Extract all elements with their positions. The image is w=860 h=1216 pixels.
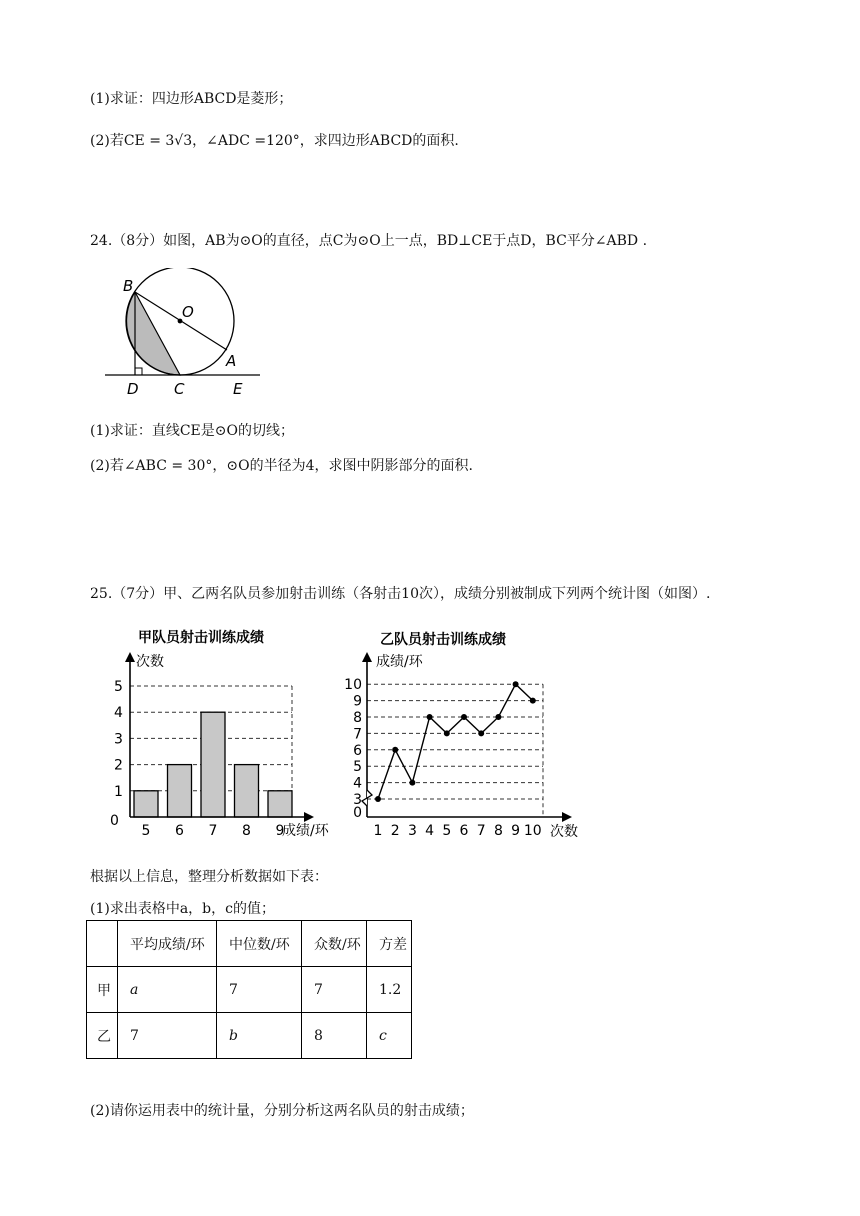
line-chart-x-arrow: [562, 812, 572, 822]
bar-chart-xtick-label: 7: [208, 823, 218, 839]
right-angle-mark: [135, 368, 142, 375]
line-chart-ytick-label: 0: [353, 805, 362, 821]
q25-after-charts: 根据以上信息，整理分析数据如下表：: [90, 869, 328, 885]
line-chart-point: [444, 730, 450, 736]
table-cell: 7: [118, 1013, 217, 1059]
q23-part2: (2)若CE = 3√3，∠ADC =120°，求四边形ABCD的面积.: [90, 133, 459, 149]
line-chart-xlabel: 次数: [550, 824, 578, 840]
bar-chart-ytick-label: 2: [114, 757, 123, 774]
q25-part2: (2)请你运用表中的统计量，分别分析这两名队员的射击成绩；: [90, 1103, 474, 1119]
line-chart-ytick-label: 4: [353, 775, 362, 792]
table-cell: b: [217, 1013, 302, 1059]
line-chart-ytick-label: 8: [353, 710, 362, 726]
bar-chart-xtick-label: 5: [141, 823, 151, 839]
table-cell: 7: [302, 967, 367, 1013]
table-row: [87, 967, 412, 1013]
line-chart-ylabel: 成绩/环: [376, 654, 423, 670]
table-header-row: [87, 921, 412, 967]
line-chart-xtick-label: 6: [459, 823, 469, 839]
line-chart-point: [495, 714, 501, 720]
line-chart-xtick-label: 3: [407, 823, 417, 839]
line-chart-xtick-label: 9: [511, 823, 521, 839]
bar-chart-ylabel: 次数: [136, 654, 164, 670]
q25-part1: (1)求出表格中a，b，c的值；: [90, 901, 275, 917]
line-chart-title: 乙队员射击训练成绩: [380, 632, 506, 648]
bar-chart-ytick-label: 4: [114, 705, 123, 722]
bar-chart-y-arrow: [125, 652, 135, 662]
bar: [235, 765, 259, 817]
line-chart-ytick-label: 10: [344, 677, 362, 694]
table-header-cell: 中位数/环: [217, 921, 302, 967]
table-header-cell: [87, 921, 118, 967]
bar-chart-ytick-label: 3: [114, 731, 123, 748]
line-chart-point: [530, 698, 536, 704]
line-chart-xtick-label: 8: [493, 823, 503, 839]
line-chart-point: [478, 730, 484, 736]
q23-part1: (1)求证：四边形ABCD是菱形；: [90, 91, 293, 107]
table-cell: c: [367, 1013, 412, 1059]
bar: [168, 765, 192, 817]
line-chart-yi: [340, 622, 590, 844]
table-row: [87, 1013, 412, 1059]
label-d: D: [127, 380, 139, 398]
bar-chart-x-arrow: [304, 812, 314, 822]
line-chart-ytick-label: 6: [353, 742, 362, 759]
label-c: C: [174, 380, 185, 398]
line-chart-y-arrow: [362, 652, 372, 662]
table-cell: 7: [217, 967, 302, 1013]
line-chart-point: [513, 681, 519, 687]
table-header-cell: 方差: [367, 921, 412, 967]
line-chart-xtick-label: 10: [523, 823, 542, 839]
line-chart-xtick-label: 1: [373, 823, 383, 839]
table-cell: 8: [302, 1013, 367, 1059]
circle-geometry-figure: [95, 268, 265, 398]
line-chart-point: [427, 714, 433, 720]
line-chart-point: [461, 714, 467, 720]
q25-header: 25.（7分）甲、乙两名队员参加射击训练（各射击10次），成绩分别被制成下列两个统计图（如图）.: [90, 586, 711, 602]
stats-table: [86, 920, 412, 1059]
line-chart-xtick-label: 7: [476, 823, 486, 839]
q24-part2: (2)若∠ABC = 30°，⊙O的半径为4，求图中阴影部分的面积.: [90, 458, 473, 474]
bar: [268, 791, 292, 817]
bar-chart-ytick-label: 5: [114, 679, 123, 695]
table-cell: 甲: [87, 967, 118, 1013]
bar-chart-ytick-label: 0: [110, 813, 119, 829]
line-chart-axis-break: [362, 790, 372, 806]
bar-chart-jia: [100, 622, 340, 844]
line-chart-point: [409, 780, 415, 786]
bar-chart-ytick-label: 1: [114, 783, 123, 800]
q24-header: 24.（8分）如图，AB为⊙O的直径，点C为⊙O上一点，BD⊥CE于点D，BC平分∠ABD .: [90, 233, 648, 249]
table-cell: 乙: [87, 1013, 118, 1059]
line-chart-series-line: [378, 684, 533, 799]
line-chart-ytick-label: 5: [353, 759, 362, 776]
label-e: E: [233, 380, 243, 398]
line-chart-point: [392, 747, 398, 753]
line-chart-xtick-label: 5: [442, 823, 452, 839]
bar-chart-title: 甲队员射击训练成绩: [138, 630, 264, 646]
bar-chart-xtick-label: 9: [275, 823, 285, 839]
label-b: B: [123, 277, 134, 295]
line-chart-ytick-label: 9: [353, 693, 362, 710]
line-chart-ytick-label: 3: [353, 792, 362, 808]
label-o: O: [182, 303, 194, 321]
table-cell: 1.2: [367, 967, 412, 1013]
bar: [201, 712, 225, 817]
q24-part1: (1)求证：直线CE是⊙O的切线；: [90, 423, 294, 439]
bar: [134, 791, 158, 817]
line-chart-xtick-label: 4: [425, 823, 435, 839]
line-chart-xtick-label: 2: [390, 823, 400, 839]
table-header-cell: 平均成绩/环: [118, 921, 217, 967]
table-cell: a: [118, 967, 217, 1013]
bar-chart-xtick-label: 8: [242, 823, 251, 839]
line-chart-point: [375, 796, 381, 802]
table-header-cell: 众数/环: [302, 921, 367, 967]
line-chart-ytick-label: 7: [353, 726, 362, 743]
bar-chart-xlabel: 成绩/环: [282, 823, 329, 839]
bar-chart-xtick-label: 6: [175, 823, 184, 839]
label-a: A: [226, 352, 237, 370]
